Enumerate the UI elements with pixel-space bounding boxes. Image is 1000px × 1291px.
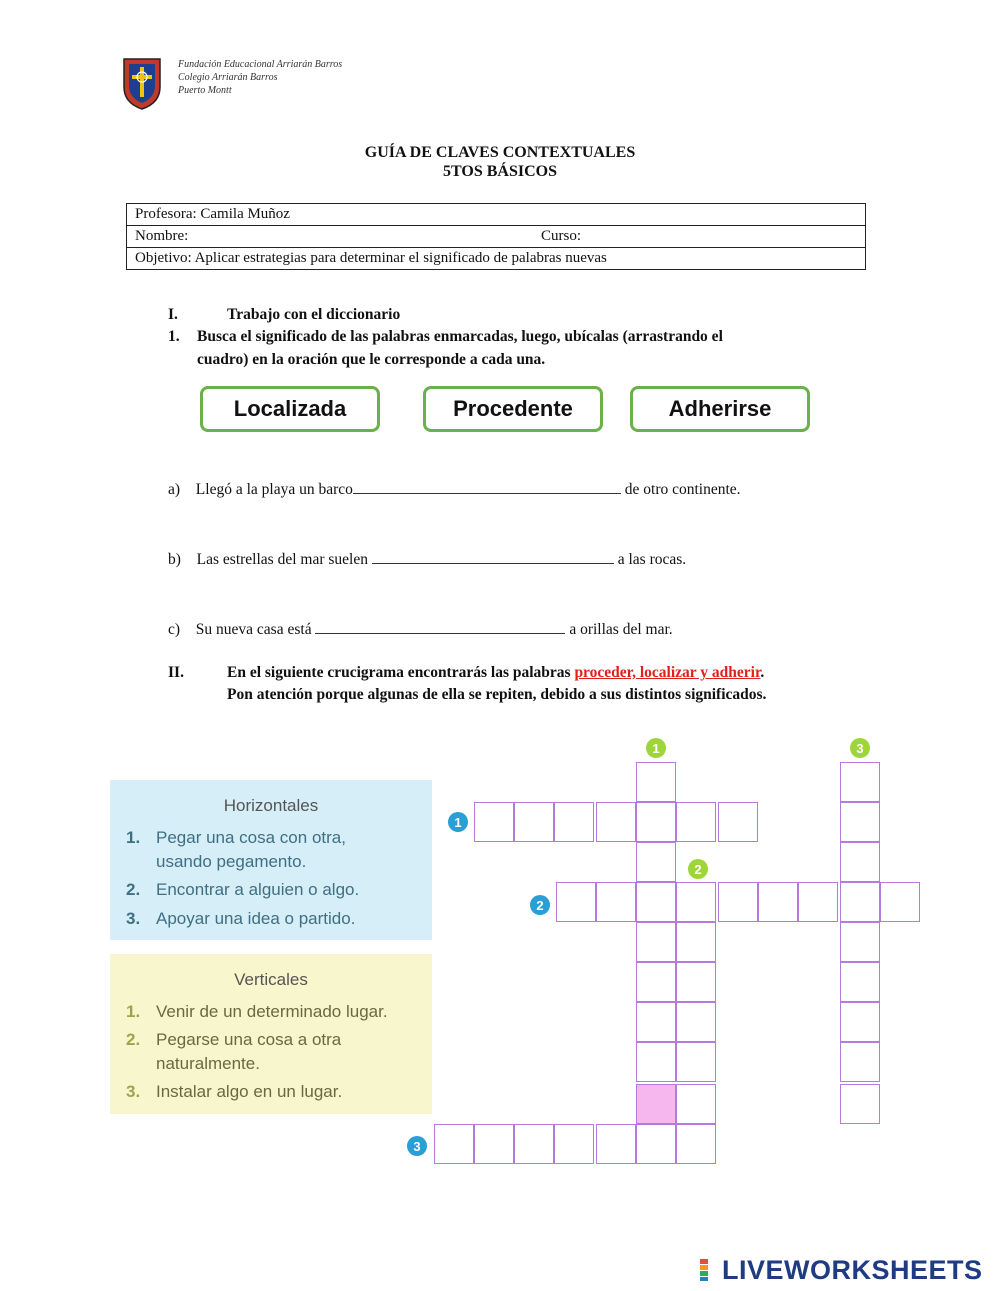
crossword-cell[interactable] (596, 882, 636, 922)
item-1-number: 1. (168, 328, 180, 345)
crossword-cell[interactable] (514, 1124, 554, 1164)
crossword-cell[interactable] (554, 1124, 594, 1164)
section-2-text: En el siguiente crucigrama encontrarás las palabras (227, 664, 571, 681)
institution-line: Fundación Educacional Arriarán Barros (178, 59, 343, 70)
clue-number: 2. (126, 880, 141, 899)
sentence-text: Las estrellas del mar suelen (196, 551, 368, 568)
section-2-line-2: Pon atención porque algunas de ella se repiten, debido a sus distintos significados. (227, 686, 767, 703)
institution-line: Puerto Montt (178, 85, 232, 96)
sentence-text: a las rocas. (617, 551, 687, 568)
crossword-cell[interactable] (676, 1002, 716, 1042)
crossword-cell[interactable] (676, 1042, 716, 1082)
section-1-heading: Trabajo con el diccionario (227, 306, 401, 323)
clue-text: Pegarse una cosa a otra (156, 1030, 342, 1049)
crossword-cell[interactable] (840, 1002, 880, 1042)
clue-text: Pegar una cosa con otra, (156, 828, 346, 847)
section-1-numeral: I. (168, 306, 178, 323)
liveworksheets-icon (700, 1259, 718, 1281)
crossword-cell[interactable] (514, 802, 554, 842)
crossword-cell[interactable] (798, 882, 838, 922)
section-2-numeral: II. (168, 664, 184, 681)
crossword-cell[interactable] (840, 842, 880, 882)
institution-line: Colegio Arriarán Barros (178, 72, 278, 83)
crossword-cell[interactable] (676, 802, 716, 842)
liveworksheets-logo (700, 1255, 983, 1286)
clue-text: Instalar algo en un lugar. (156, 1082, 343, 1101)
crossword-cell[interactable] (636, 962, 676, 1002)
word-card-procedente[interactable]: Procedente (423, 386, 603, 432)
clue-text: usando pegamento. (156, 852, 307, 871)
crossword-cell[interactable] (880, 882, 920, 922)
crossword-cell[interactable] (840, 882, 880, 922)
vertical-2-marker: 2 (688, 859, 708, 879)
highlighted-words: proceder, localizar y adherir (574, 664, 761, 681)
crossword-cell[interactable] (636, 882, 676, 922)
vertical-1-marker: 1 (646, 738, 666, 758)
course-field[interactable]: Curso: (533, 226, 866, 248)
crossword-cell[interactable] (474, 1124, 514, 1164)
clue-number: 1. (126, 828, 141, 847)
crossword-cell[interactable] (718, 802, 758, 842)
crossword-cell[interactable] (636, 1124, 676, 1164)
sentence-label: b) (168, 551, 181, 568)
clue-text: Venir de un determinado lugar. (156, 1002, 388, 1021)
crossword-cell[interactable] (596, 802, 636, 842)
crossword-cell[interactable] (434, 1124, 474, 1164)
crossword-cell[interactable] (840, 1042, 880, 1082)
crossword-shaded-cell[interactable] (636, 1084, 676, 1124)
crossword-cell[interactable] (596, 1124, 636, 1164)
crossword-cell[interactable] (636, 802, 676, 842)
crossword-cell[interactable] (636, 762, 676, 802)
crossword-cell[interactable] (676, 962, 716, 1002)
crossword-cell[interactable] (840, 962, 880, 1002)
clue-number: 3. (126, 1082, 141, 1101)
horizontal-title: Horizontales (223, 796, 319, 815)
crossword-cell[interactable] (556, 882, 596, 922)
clue-text: Encontrar a alguien o algo. (156, 880, 360, 899)
crossword-cell[interactable] (676, 922, 716, 962)
teacher-cell: Profesora: Camila Muñoz (127, 204, 866, 226)
crossword-cell[interactable] (636, 1042, 676, 1082)
clue-text: Apoyar una idea o partido. (156, 909, 356, 928)
crossword-cell[interactable] (676, 1124, 716, 1164)
sentence-text: Su nueva casa está (195, 621, 312, 638)
instruction-line-2: cuadro) en la oración que le corresponde a cada una. (197, 351, 546, 368)
vertical-title: Verticales (234, 970, 308, 989)
name-field[interactable]: Nombre: (127, 226, 534, 248)
crossword-cell[interactable] (718, 882, 758, 922)
sentence-text: a orillas del mar. (569, 621, 673, 638)
instruction-line-1: Busca el significado de las palabras enmarcadas, luego, ubícalas (arrastrando el (197, 328, 723, 345)
crossword-cell[interactable] (676, 882, 716, 922)
sentence-label: a) (168, 481, 181, 498)
crossword-cell[interactable] (758, 882, 798, 922)
word-card-adherirse[interactable]: Adherirse (630, 386, 810, 432)
crossword-cell[interactable] (554, 802, 594, 842)
crossword-cell[interactable] (636, 1002, 676, 1042)
clue-number: 1. (126, 1002, 141, 1021)
objective-cell: Objetivo: Aplicar estrategias para determinar el significado de palabras nuevas (127, 248, 866, 270)
clue-number: 2. (126, 1030, 141, 1049)
horizontal-3-marker: 3 (407, 1136, 427, 1156)
crossword-cell[interactable] (840, 762, 880, 802)
word-card-localizada[interactable]: Localizada (200, 386, 380, 432)
sentence-text: Llegó a la playa un barco (195, 481, 353, 498)
page-subtitle: 5TOS BÁSICOS (443, 163, 557, 180)
crossword-cell[interactable] (840, 1084, 880, 1124)
horizontal-2-marker: 2 (530, 895, 550, 915)
vertical-3-marker: 3 (850, 738, 870, 758)
sentence-label: c) (168, 621, 181, 638)
crossword-cell[interactable] (636, 922, 676, 962)
crossword-cell[interactable] (840, 802, 880, 842)
crossword-cell[interactable] (676, 1084, 716, 1124)
crossword-cell[interactable] (840, 922, 880, 962)
horizontal-1-marker: 1 (448, 812, 468, 832)
crossword-cell[interactable] (474, 802, 514, 842)
liveworksheets-text: LIVEWORKSHEETS (722, 1255, 983, 1285)
section-2-period: . (760, 664, 765, 681)
crossword-cell[interactable] (636, 842, 676, 882)
clue-number: 3. (126, 909, 141, 928)
page-title: GUÍA DE CLAVES CONTEXTUALES (364, 144, 636, 161)
sentence-text: de otro continente. (624, 481, 741, 498)
clue-text: naturalmente. (156, 1054, 260, 1073)
